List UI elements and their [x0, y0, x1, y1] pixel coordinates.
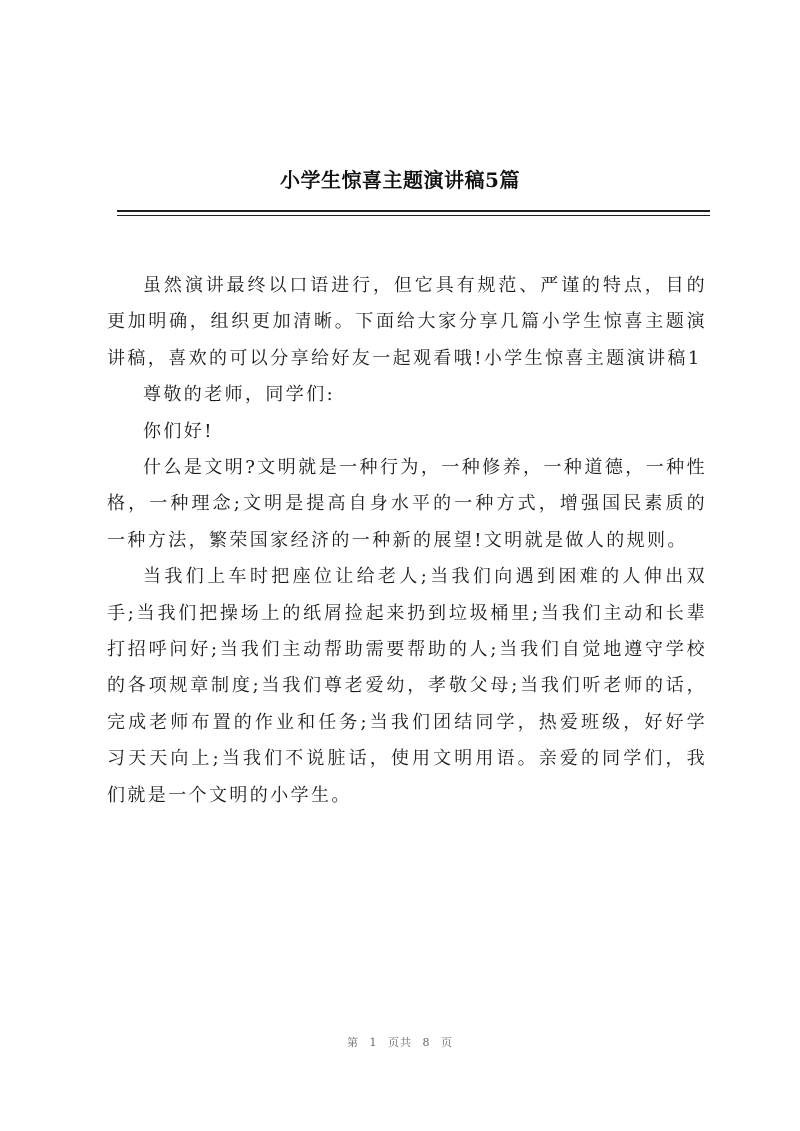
page-footer: 第 1 页共 8 页	[347, 1036, 453, 1049]
paragraph-civilization-definition: 什么是文明?文明就是一种行为，一种修养，一种道德，一种性格，一种理念;文明是提高自身水平的一种方式，增强国民素质的一种方法，繁荣国家经济的一种新的展望!文明就是做人的规则。	[107, 457, 707, 551]
document-title: 小学生惊喜主题演讲稿5篇	[280, 168, 520, 192]
paragraph-greeting: 你们好!	[143, 420, 214, 442]
title-divider-thick	[117, 210, 710, 212]
document-body	[107, 268, 707, 814]
title-divider-thin	[117, 215, 710, 216]
paragraph-salutation: 尊敬的老师，同学们:	[143, 384, 336, 406]
paragraph-intro: 虽然演讲最终以口语进行，但它具有规范、严谨的特点，目的更加明确，组织更加清晰。下面给大家分享几篇小学生惊喜主题演讲稿，喜欢的可以分享给好友一起观看哦!小学生惊喜主题演讲稿1	[107, 275, 707, 369]
paragraph-civilization-examples: 当我们上车时把座位让给老人;当我们向遇到困难的人伸出双手;当我们把操场上的纸屑捡起来扔到垃圾桶里;当我们主动和长辈打招呼问好;当我们主动帮助需要帮助的人;当我们自觉地遵守学校的各项规章制度;当我们尊老爱幼，孝敬父母;当我们听老师的话，完成老师布置的作业和任务;当我们团结同学，热爱班级，好好学习天天向上;当我们不说脏话，使用文明用语。亲爱的同学们，我们就是一个文明的小学生。	[107, 566, 707, 806]
